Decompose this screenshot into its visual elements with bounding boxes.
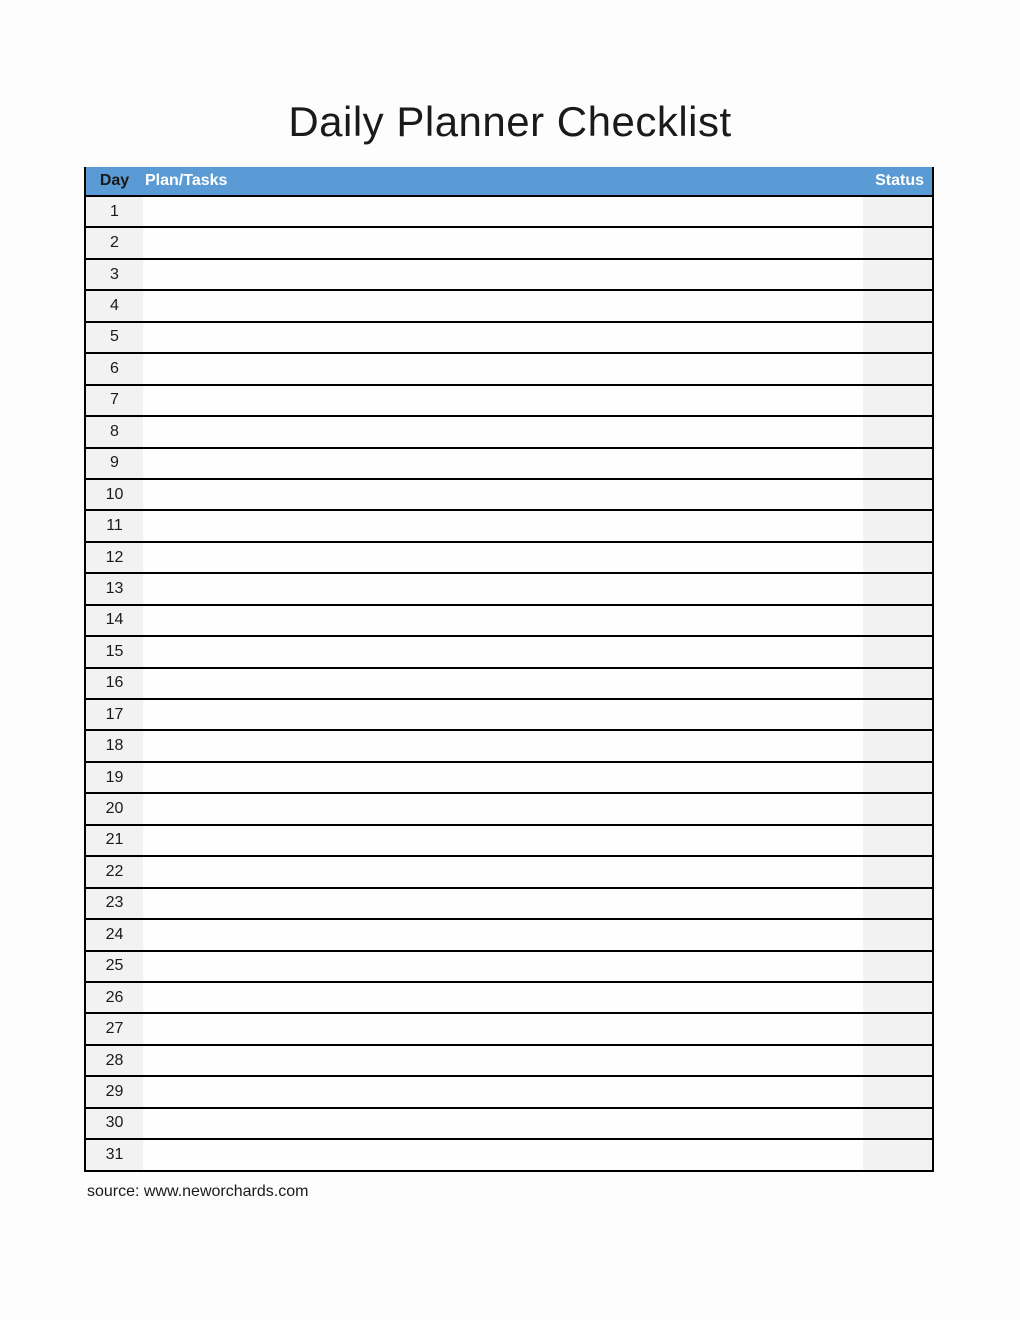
plan-cell [143,763,863,792]
header-plan-tasks: Plan/Tasks [145,172,228,189]
status-cell [863,386,932,415]
status-cell [863,920,932,949]
day-cell: 19 [86,763,143,792]
day-cell: 4 [86,291,143,320]
table-row [86,669,932,700]
day-cell: 5 [86,323,143,352]
status-cell [863,794,932,823]
header-day: Day [99,172,130,189]
plan-cell [143,197,863,226]
status-cell [863,857,932,886]
plan-cell [143,669,863,698]
plan-cell [143,1140,863,1169]
status-cell [863,1014,932,1043]
status-cell [863,449,932,478]
plan-cell [143,354,863,383]
day-cell: 13 [86,574,143,603]
day-cell: 31 [86,1140,143,1169]
status-cell [863,511,932,540]
plan-cell [143,731,863,760]
table-row [86,323,932,354]
plan-cell [143,1077,863,1106]
plan-cell [143,543,863,572]
plan-cell [143,920,863,949]
day-cell: 12 [86,543,143,572]
table-row [86,354,932,385]
table-row [86,763,932,794]
day-cell: 14 [86,606,143,635]
table-row [86,260,932,291]
day-cell: 7 [86,386,143,415]
day-cell: 10 [86,480,143,509]
day-cell: 24 [86,920,143,949]
day-cell: 20 [86,794,143,823]
status-cell [863,889,932,918]
day-cell: 30 [86,1109,143,1138]
plan-cell [143,857,863,886]
day-cell: 15 [86,637,143,666]
plan-cell [143,574,863,603]
day-cell: 8 [86,417,143,446]
day-cell: 16 [86,669,143,698]
table-row [86,1109,932,1140]
table-row [86,449,932,480]
plan-cell [143,291,863,320]
plan-cell [143,511,863,540]
plan-cell [143,417,863,446]
status-cell [863,763,932,792]
status-cell [863,669,932,698]
status-cell [863,291,932,320]
status-cell [863,197,932,226]
status-cell [863,417,932,446]
table-row [86,511,932,542]
status-cell [863,354,932,383]
day-cell: 18 [86,731,143,760]
table-row [86,291,932,322]
status-cell [863,323,932,352]
plan-cell [143,952,863,981]
status-cell [863,731,932,760]
status-cell [863,574,932,603]
day-cell: 9 [86,449,143,478]
day-cell: 23 [86,889,143,918]
day-cell: 21 [86,826,143,855]
day-cell: 27 [86,1014,143,1043]
table-row [86,386,932,417]
table-row [86,543,932,574]
status-cell [863,983,932,1012]
table-body [86,197,932,1172]
status-cell [863,700,932,729]
table-row [86,1077,932,1108]
status-cell [863,1140,932,1169]
day-cell: 3 [86,260,143,289]
plan-cell [143,228,863,257]
table-row [86,480,932,511]
day-cell: 29 [86,1077,143,1106]
table-row [86,417,932,448]
plan-cell [143,1109,863,1138]
table-row [86,889,932,920]
table-row [86,1014,932,1045]
plan-cell [143,889,863,918]
status-cell [863,543,932,572]
table-row [86,731,932,762]
table-header-row [86,167,932,197]
status-cell [863,1109,932,1138]
table-row [86,228,932,259]
table-row [86,826,932,857]
day-cell: 17 [86,700,143,729]
plan-cell [143,637,863,666]
page-title: Daily Planner Checklist [288,98,732,145]
plan-cell [143,480,863,509]
plan-cell [143,794,863,823]
source-attribution: source: www.neworchards.com [87,1183,309,1200]
planner-table [84,167,934,1172]
day-cell: 2 [86,228,143,257]
table-row [86,606,932,637]
plan-cell [143,826,863,855]
day-cell: 22 [86,857,143,886]
table-row [86,920,932,951]
table-row [86,794,932,825]
plan-cell [143,449,863,478]
status-cell [863,826,932,855]
table-row [86,637,932,668]
day-cell: 26 [86,983,143,1012]
plan-cell [143,606,863,635]
plan-cell [143,983,863,1012]
plan-cell [143,323,863,352]
day-cell: 6 [86,354,143,383]
table-row [86,574,932,605]
status-cell [863,637,932,666]
plan-cell [143,700,863,729]
table-row [86,857,932,888]
day-cell: 25 [86,952,143,981]
status-cell [863,952,932,981]
status-cell [863,260,932,289]
plan-cell [143,386,863,415]
status-cell [863,606,932,635]
table-row [86,983,932,1014]
day-cell: 28 [86,1046,143,1075]
table-row [86,1046,932,1077]
plan-cell [143,1014,863,1043]
table-row [86,700,932,731]
status-cell [863,228,932,257]
table-row [86,1140,932,1171]
table-row [86,197,932,228]
plan-cell [143,260,863,289]
day-cell: 1 [86,197,143,226]
status-cell [863,480,932,509]
status-cell [863,1077,932,1106]
day-cell: 11 [86,511,143,540]
table-row [86,952,932,983]
header-status: Status [875,172,924,189]
plan-cell [143,1046,863,1075]
status-cell [863,1046,932,1075]
